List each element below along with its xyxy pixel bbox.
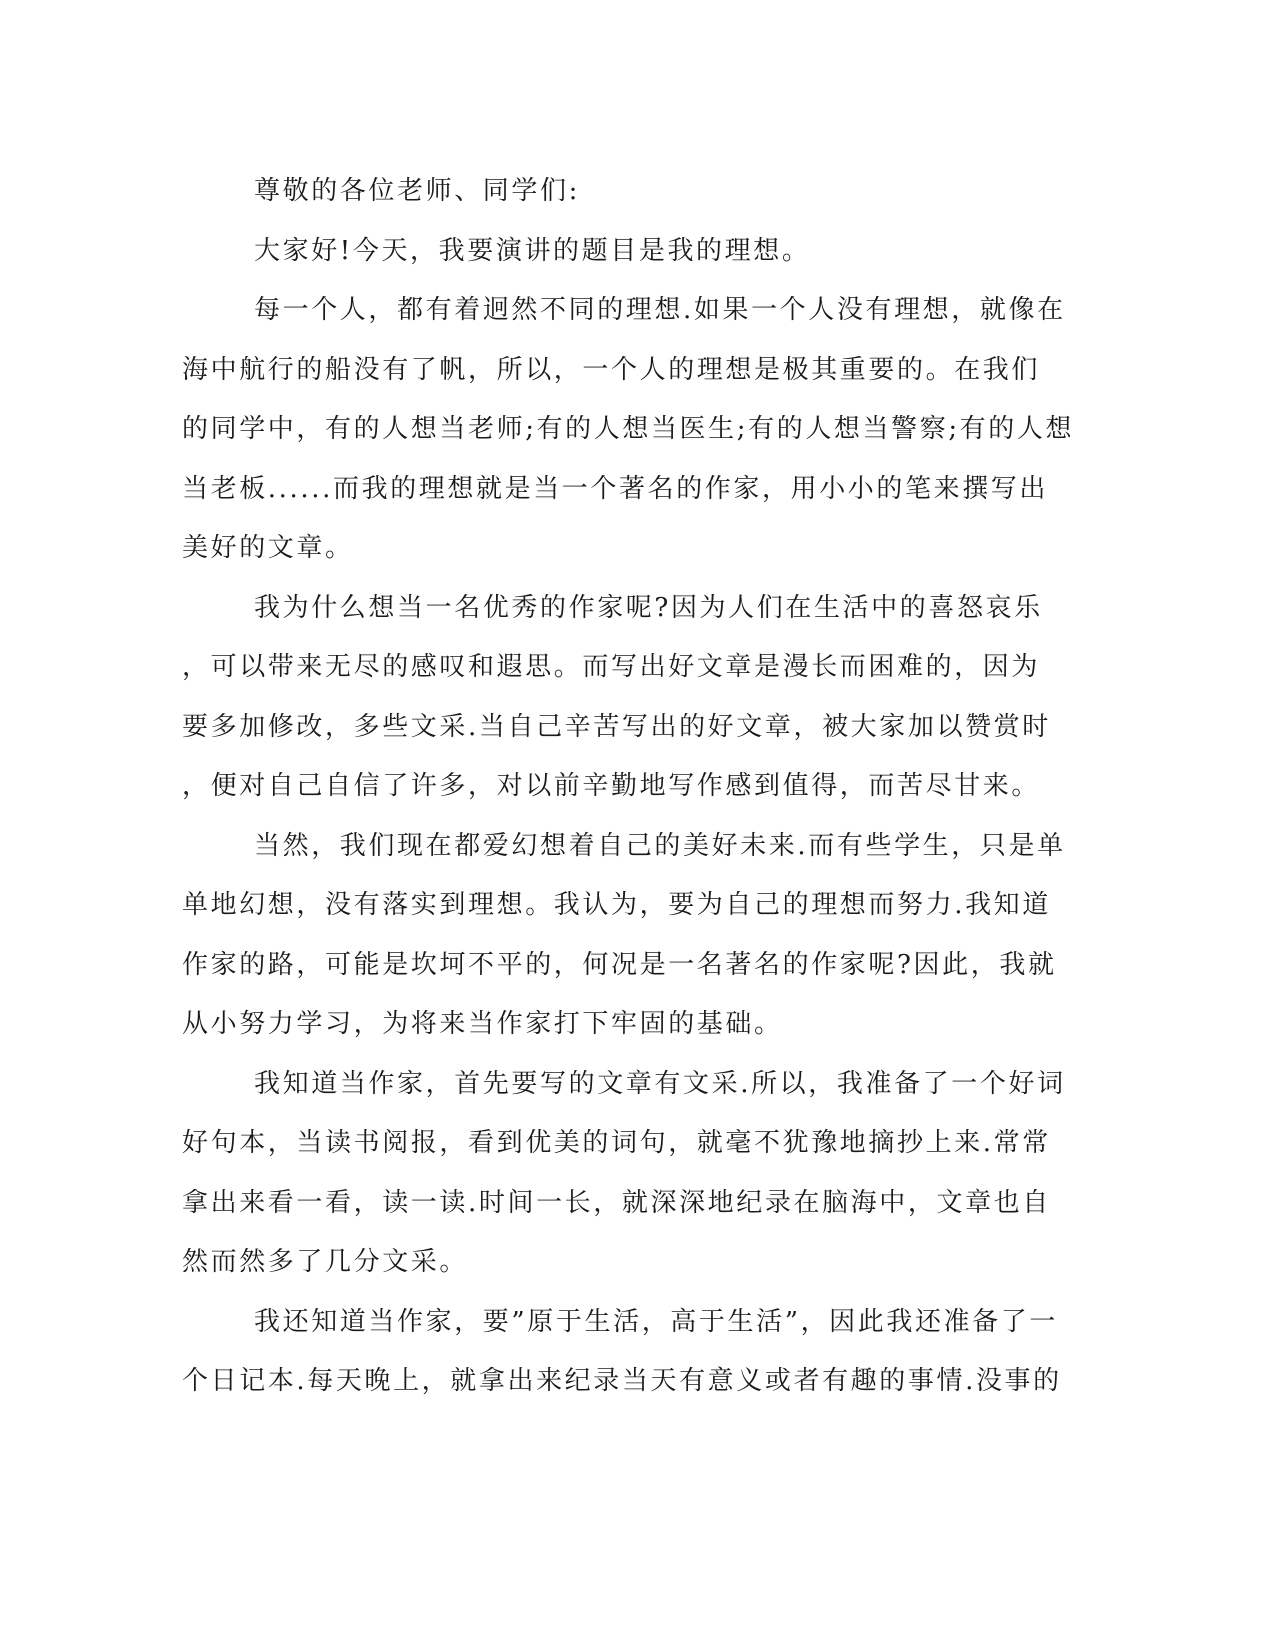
text-line: 我还知道当作家，要”原于生活，高于生活”，因此我还准备了一 bbox=[254, 1306, 1058, 1337]
text-line: 要多加修改，多些文采.当自己辛苦写出的好文章，被大家加以赞赏时 bbox=[182, 711, 1051, 742]
text-line: 尊敬的各位老师、同学们: bbox=[254, 176, 580, 206]
text-line: ，便对自己自信了许多，对以前辛勤地写作感到值得，而苦尽甘来。 bbox=[182, 771, 1041, 801]
document-body bbox=[182, 162, 1075, 1412]
text-line: 海中航行的船没有了帆，所以，一个人的理想是极其重要的。在我们 bbox=[182, 354, 1041, 385]
text-line: 我知道当作家，首先要写的文章有文采.所以，我准备了一个好词 bbox=[254, 1068, 1066, 1099]
paragraph bbox=[182, 1293, 1062, 1412]
text-line: 美好的文章。 bbox=[182, 533, 354, 563]
text-line: 当然，我们现在都爱幻想着自己的美好未来.而有些学生，只是单 bbox=[254, 830, 1066, 861]
text-line: 的同学中，有的人想当老师;有的人想当医生;有的人想当警察;有的人想 bbox=[182, 414, 1075, 444]
text-line: 好句本，当读书阅报，看到优美的词句，就毫不犹豫地摘抄上来.常常 bbox=[182, 1128, 1051, 1158]
text-line: ，可以带来无尽的感叹和遐思。而写出好文章是漫长而困难的，因为 bbox=[182, 652, 1041, 682]
text-line: 然而然多了几分文采。 bbox=[182, 1247, 469, 1277]
text-line: 拿出来看一看，读一读.时间一长，就深深地纪录在脑海中，文章也自 bbox=[182, 1187, 1051, 1218]
text-line: 从小努力学习，为将来当作家打下牢固的基础。 bbox=[182, 1009, 783, 1039]
paragraph bbox=[182, 579, 1051, 817]
salutation bbox=[182, 162, 1042, 222]
paragraph bbox=[182, 281, 1075, 579]
text-line: 个日记本.每天晚上，就拿出来纪录当天有意义或者有趣的事情.没事的 bbox=[182, 1366, 1062, 1396]
text-line: 单地幻想，没有落实到理想。我认为，要为自己的理想而努力.我知道 bbox=[182, 890, 1051, 920]
paragraph bbox=[182, 1055, 1066, 1293]
text-line: 作家的路，可能是坎坷不平的，何况是一名著名的作家呢?因此，我就 bbox=[182, 949, 1057, 980]
text-line: 每一个人，都有着迥然不同的理想.如果一个人没有理想，就像在 bbox=[254, 295, 1066, 325]
text-line: 当老板......而我的理想就是当一个著名的作家，用小小的笔来撰写出 bbox=[182, 473, 1048, 504]
text-line: 我为什么想当一名优秀的作家呢?因为人们在生活中的喜怒哀乐 bbox=[254, 592, 1043, 623]
paragraph bbox=[182, 817, 1066, 1055]
text-line: 大家好!今天，我要演讲的题目是我的理想。 bbox=[254, 235, 811, 266]
greeting bbox=[182, 222, 1042, 282]
